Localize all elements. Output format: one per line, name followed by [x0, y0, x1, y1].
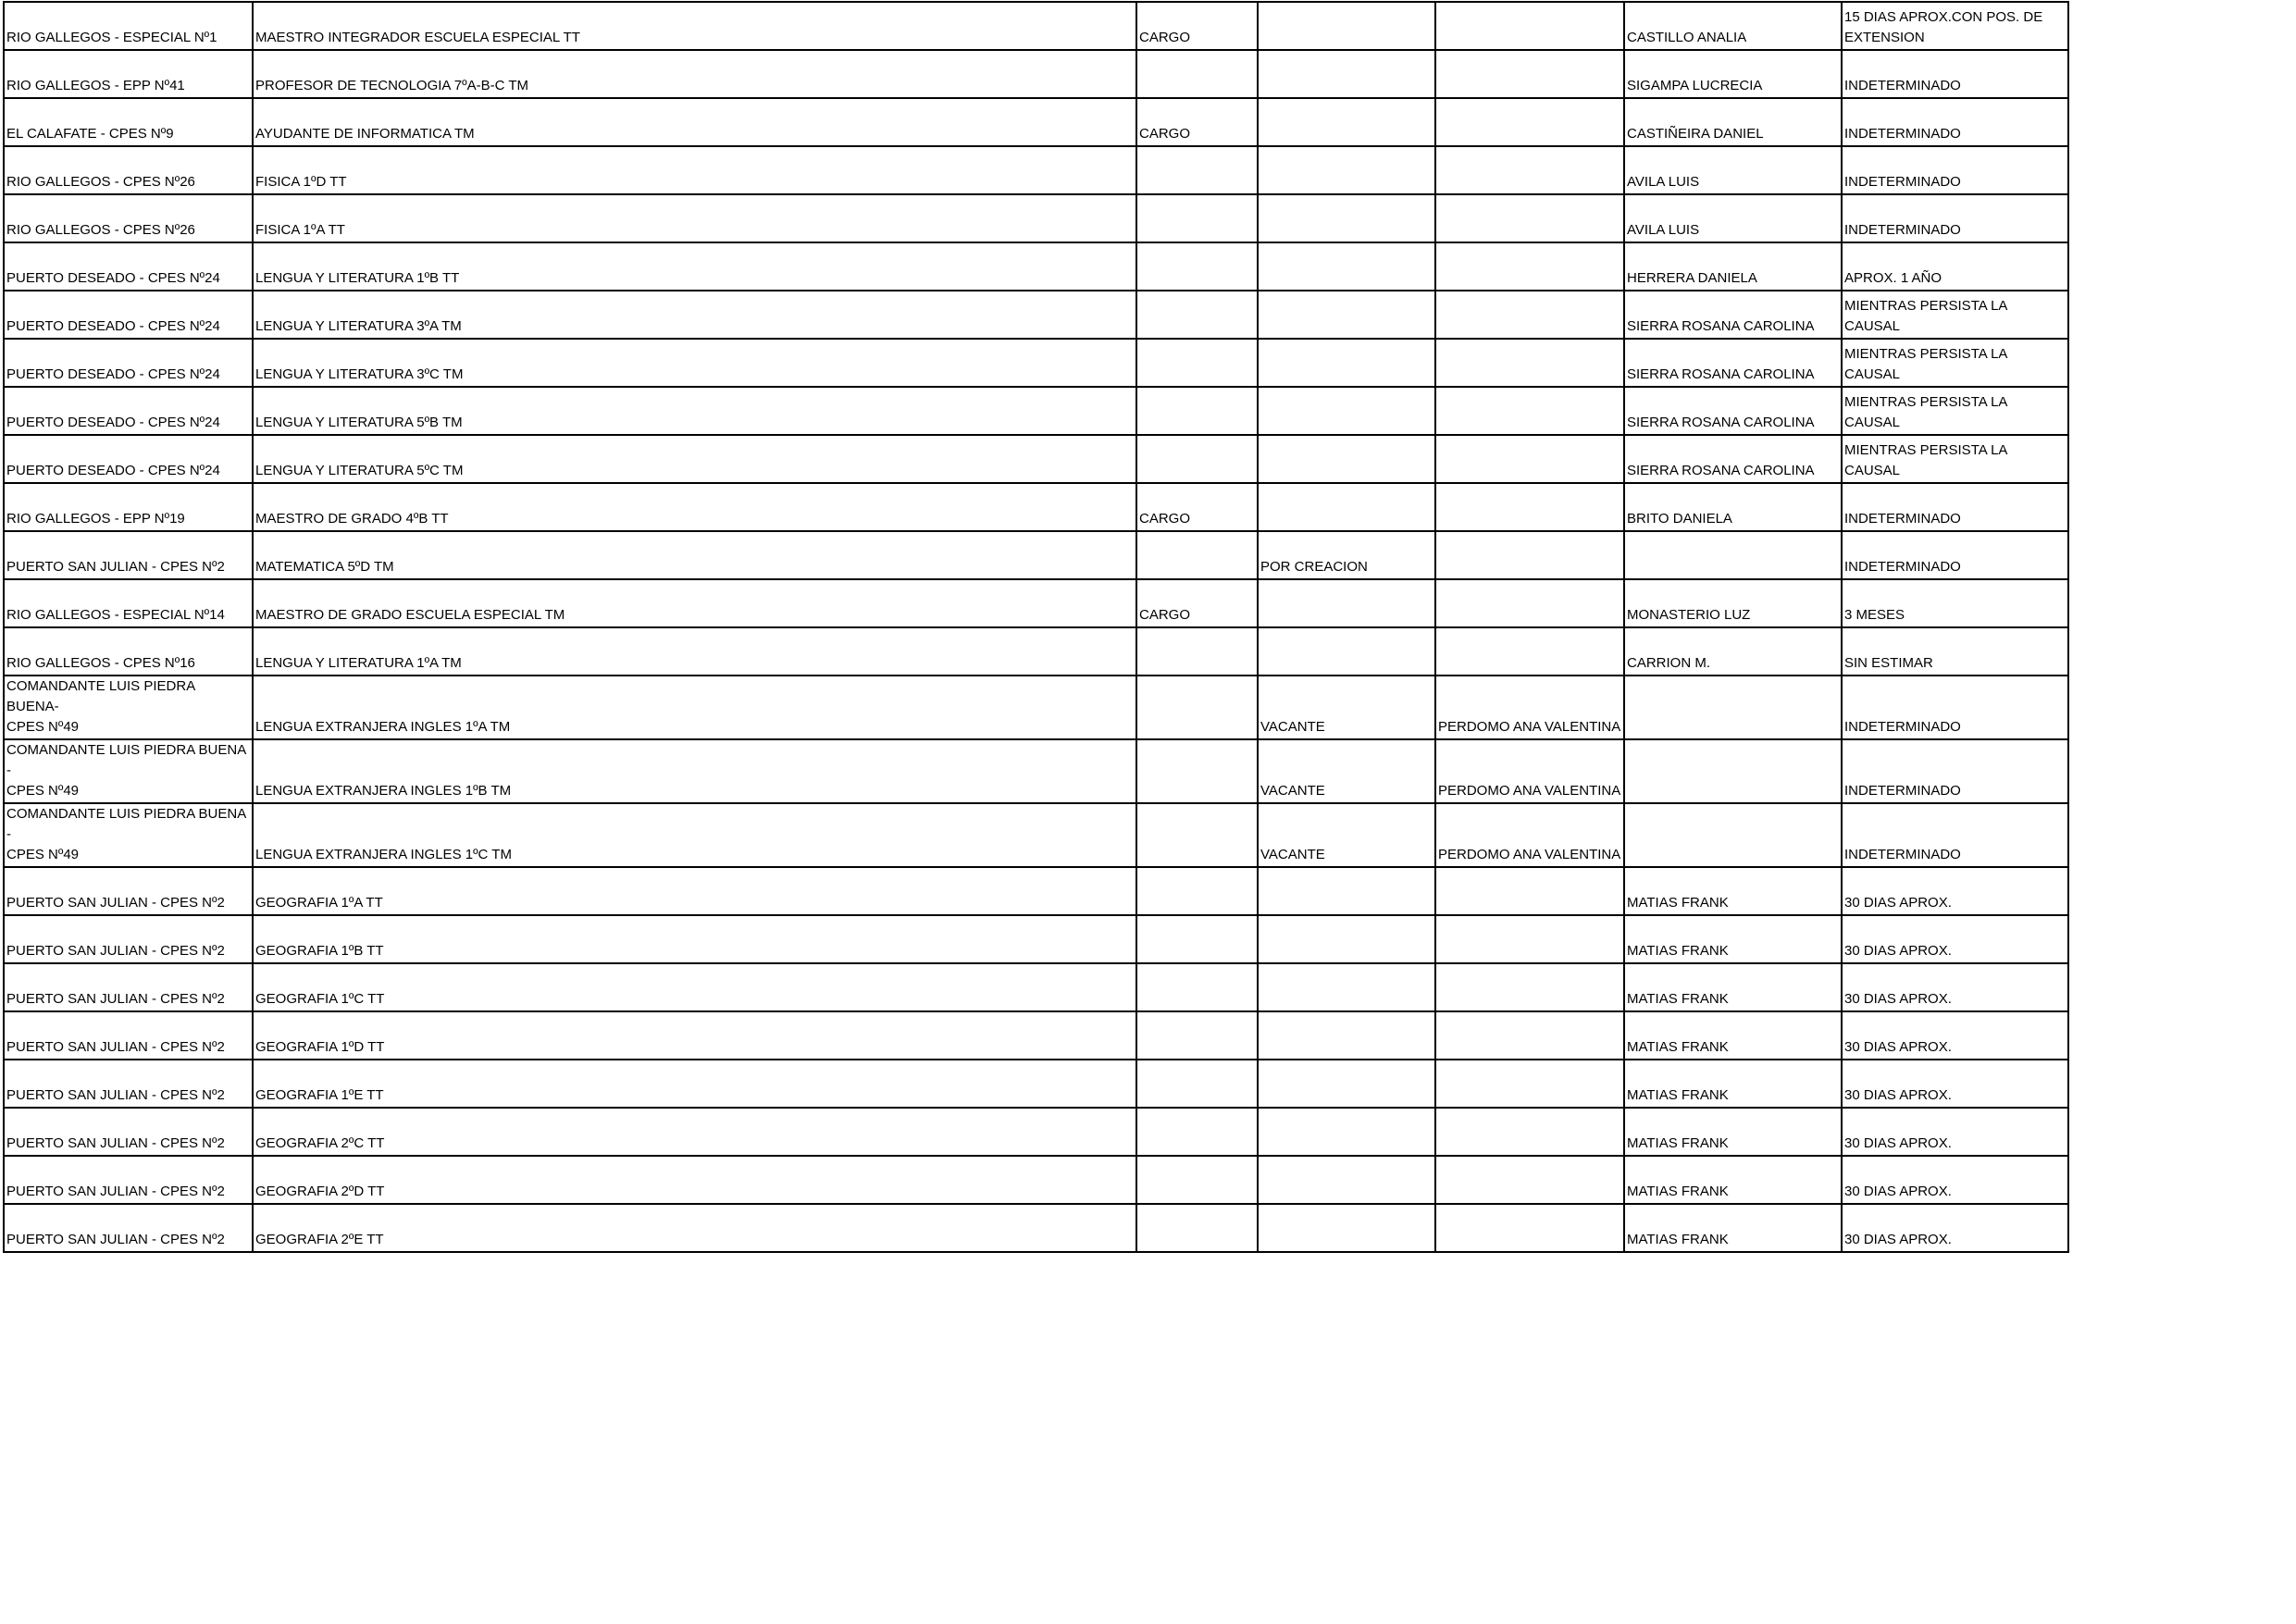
holder-cell: SIERRA ROSANA CAROLINA [1624, 435, 1842, 483]
table-row [4, 531, 2068, 579]
type-cell [1136, 1060, 1258, 1108]
appointee-cell [1435, 579, 1624, 627]
type-cell [1136, 194, 1258, 242]
appointee-cell [1435, 915, 1624, 963]
position-cell: LENGUA Y LITERATURA 3ºC TM [253, 339, 1136, 387]
table-row [4, 676, 2068, 739]
duration-cell: INDETERMINADO [1842, 676, 2068, 739]
location-cell: PUERTO SAN JULIAN - CPES Nº2 [4, 1011, 253, 1060]
holder-cell: SIERRA ROSANA CAROLINA [1624, 387, 1842, 435]
appointee-cell [1435, 194, 1624, 242]
location-cell: RIO GALLEGOS - CPES Nº16 [4, 627, 253, 676]
position-cell: LENGUA Y LITERATURA 5ºC TM [253, 435, 1136, 483]
position-cell: LENGUA Y LITERATURA 1ºB TT [253, 242, 1136, 291]
holder-cell: CASTIÑEIRA DANIEL [1624, 98, 1842, 146]
location-cell: PUERTO SAN JULIAN - CPES Nº2 [4, 915, 253, 963]
type-cell [1136, 242, 1258, 291]
table-row [4, 387, 2068, 435]
duration-cell: 30 DIAS APROX. [1842, 915, 2068, 963]
appointee-cell [1435, 1060, 1624, 1108]
table-body [4, 2, 2068, 1252]
position-cell: LENGUA EXTRANJERA INGLES 1ºA TM [253, 676, 1136, 739]
reason-cell [1258, 435, 1435, 483]
location-cell: COMANDANTE LUIS PIEDRA BUENA - CPES Nº49 [4, 803, 253, 867]
location-cell: PUERTO SAN JULIAN - CPES Nº2 [4, 531, 253, 579]
holder-cell: MATIAS FRANK [1624, 1204, 1842, 1252]
reason-cell [1258, 627, 1435, 676]
location-cell: PUERTO DESEADO - CPES Nº24 [4, 435, 253, 483]
location-cell: PUERTO SAN JULIAN - CPES Nº2 [4, 963, 253, 1011]
reason-cell [1258, 483, 1435, 531]
position-cell: GEOGRAFIA 2ºD TT [253, 1156, 1136, 1204]
type-cell [1136, 531, 1258, 579]
table-row [4, 146, 2068, 194]
table-row [4, 1204, 2068, 1252]
holder-cell [1624, 531, 1842, 579]
duration-cell: MIENTRAS PERSISTA LA CAUSAL [1842, 387, 2068, 435]
reason-cell [1258, 579, 1435, 627]
duration-cell: INDETERMINADO [1842, 739, 2068, 803]
duration-cell: MIENTRAS PERSISTA LA CAUSAL [1842, 339, 2068, 387]
duration-cell: INDETERMINADO [1842, 98, 2068, 146]
type-cell: CARGO [1136, 98, 1258, 146]
appointee-cell: PERDOMO ANA VALENTINA [1435, 676, 1624, 739]
position-cell: GEOGRAFIA 1ºB TT [253, 915, 1136, 963]
location-cell: RIO GALLEGOS - ESPECIAL Nº1 [4, 2, 253, 50]
duration-cell: INDETERMINADO [1842, 50, 2068, 98]
reason-cell [1258, 2, 1435, 50]
reason-cell [1258, 867, 1435, 915]
duration-cell: 30 DIAS APROX. [1842, 867, 2068, 915]
reason-cell [1258, 1204, 1435, 1252]
location-cell: RIO GALLEGOS - EPP Nº19 [4, 483, 253, 531]
reason-cell [1258, 1156, 1435, 1204]
appointee-cell: PERDOMO ANA VALENTINA [1435, 739, 1624, 803]
location-cell: PUERTO DESEADO - CPES Nº24 [4, 339, 253, 387]
duration-cell: 30 DIAS APROX. [1842, 1108, 2068, 1156]
duration-cell: INDETERMINADO [1842, 531, 2068, 579]
position-cell: LENGUA EXTRANJERA INGLES 1ºB TM [253, 739, 1136, 803]
duration-cell: 30 DIAS APROX. [1842, 1011, 2068, 1060]
duration-cell: INDETERMINADO [1842, 483, 2068, 531]
appointee-cell [1435, 1011, 1624, 1060]
reason-cell [1258, 98, 1435, 146]
type-cell [1136, 146, 1258, 194]
reason-cell [1258, 194, 1435, 242]
table-row [4, 627, 2068, 676]
reason-cell [1258, 963, 1435, 1011]
table-row [4, 98, 2068, 146]
table-row [4, 435, 2068, 483]
duration-cell: INDETERMINADO [1842, 194, 2068, 242]
location-cell: EL CALAFATE - CPES Nº9 [4, 98, 253, 146]
type-cell [1136, 1156, 1258, 1204]
type-cell: CARGO [1136, 483, 1258, 531]
type-cell [1136, 387, 1258, 435]
table-row [4, 963, 2068, 1011]
reason-cell [1258, 387, 1435, 435]
type-cell [1136, 1011, 1258, 1060]
type-cell [1136, 339, 1258, 387]
table-row [4, 915, 2068, 963]
table-row [4, 1156, 2068, 1204]
location-cell: PUERTO SAN JULIAN - CPES Nº2 [4, 867, 253, 915]
location-cell: PUERTO SAN JULIAN - CPES Nº2 [4, 1204, 253, 1252]
position-cell: FISICA 1ºD TT [253, 146, 1136, 194]
type-cell [1136, 803, 1258, 867]
table-row [4, 579, 2068, 627]
duration-cell: MIENTRAS PERSISTA LA CAUSAL [1842, 435, 2068, 483]
position-cell: AYUDANTE DE INFORMATICA TM [253, 98, 1136, 146]
type-cell [1136, 291, 1258, 339]
holder-cell: SIGAMPA LUCRECIA [1624, 50, 1842, 98]
duration-cell: INDETERMINADO [1842, 146, 2068, 194]
holder-cell [1624, 676, 1842, 739]
table-row [4, 1060, 2068, 1108]
holder-cell: CASTILLO ANALIA [1624, 2, 1842, 50]
holder-cell: MATIAS FRANK [1624, 915, 1842, 963]
table-row [4, 1011, 2068, 1060]
holder-cell: MATIAS FRANK [1624, 867, 1842, 915]
reason-cell: VACANTE [1258, 739, 1435, 803]
holder-cell: MATIAS FRANK [1624, 1108, 1842, 1156]
table-row [4, 739, 2068, 803]
appointee-cell [1435, 1156, 1624, 1204]
position-cell: FISICA 1ºA TT [253, 194, 1136, 242]
position-cell: MAESTRO DE GRADO ESCUELA ESPECIAL TM [253, 579, 1136, 627]
appointee-cell [1435, 339, 1624, 387]
position-cell: LENGUA Y LITERATURA 1ºA TM [253, 627, 1136, 676]
type-cell [1136, 627, 1258, 676]
holder-cell: HERRERA DANIELA [1624, 242, 1842, 291]
appointee-cell [1435, 50, 1624, 98]
appointee-cell [1435, 1204, 1624, 1252]
type-cell [1136, 1108, 1258, 1156]
duration-cell: 3 MESES [1842, 579, 2068, 627]
position-cell: GEOGRAFIA 1ºA TT [253, 867, 1136, 915]
appointee-cell [1435, 435, 1624, 483]
appointee-cell [1435, 963, 1624, 1011]
duration-cell: SIN ESTIMAR [1842, 627, 2068, 676]
holder-cell [1624, 739, 1842, 803]
position-cell: LENGUA EXTRANJERA INGLES 1ºC TM [253, 803, 1136, 867]
location-cell: PUERTO DESEADO - CPES Nº24 [4, 387, 253, 435]
holder-cell: MATIAS FRANK [1624, 1011, 1842, 1060]
reason-cell: VACANTE [1258, 676, 1435, 739]
reason-cell [1258, 1060, 1435, 1108]
reason-cell: POR CREACION [1258, 531, 1435, 579]
location-cell: RIO GALLEGOS - ESPECIAL Nº14 [4, 579, 253, 627]
holder-cell: MONASTERIO LUZ [1624, 579, 1842, 627]
position-cell: MAESTRO DE GRADO 4ºB TT [253, 483, 1136, 531]
position-cell: PROFESOR DE TECNOLOGIA 7ºA-B-C TM [253, 50, 1136, 98]
type-cell [1136, 963, 1258, 1011]
duration-cell: 30 DIAS APROX. [1842, 963, 2068, 1011]
duration-cell: MIENTRAS PERSISTA LA CAUSAL [1842, 291, 2068, 339]
position-cell: GEOGRAFIA 1ºE TT [253, 1060, 1136, 1108]
appointee-cell [1435, 2, 1624, 50]
appointee-cell: PERDOMO ANA VALENTINA [1435, 803, 1624, 867]
table-row [4, 2, 2068, 50]
table-row [4, 483, 2068, 531]
location-cell: PUERTO DESEADO - CPES Nº24 [4, 242, 253, 291]
appointee-cell [1435, 291, 1624, 339]
reason-cell [1258, 339, 1435, 387]
table-row [4, 339, 2068, 387]
duration-cell: 30 DIAS APROX. [1842, 1060, 2068, 1108]
holder-cell: MATIAS FRANK [1624, 1156, 1842, 1204]
position-cell: MAESTRO INTEGRADOR ESCUELA ESPECIAL TT [253, 2, 1136, 50]
appointee-cell [1435, 98, 1624, 146]
type-cell [1136, 867, 1258, 915]
position-cell: GEOGRAFIA 1ºD TT [253, 1011, 1136, 1060]
position-cell: GEOGRAFIA 2ºC TT [253, 1108, 1136, 1156]
position-cell: MATEMATICA 5ºD TM [253, 531, 1136, 579]
appointee-cell [1435, 531, 1624, 579]
position-cell: GEOGRAFIA 2ºE TT [253, 1204, 1136, 1252]
holder-cell: CARRION M. [1624, 627, 1842, 676]
holder-cell: SIERRA ROSANA CAROLINA [1624, 339, 1842, 387]
holder-cell: SIERRA ROSANA CAROLINA [1624, 291, 1842, 339]
appointee-cell [1435, 867, 1624, 915]
duration-cell: 30 DIAS APROX. [1842, 1156, 2068, 1204]
reason-cell [1258, 915, 1435, 963]
appointee-cell [1435, 627, 1624, 676]
type-cell [1136, 1204, 1258, 1252]
table-row [4, 1108, 2068, 1156]
appointee-cell [1435, 242, 1624, 291]
type-cell [1136, 676, 1258, 739]
duration-cell: 30 DIAS APROX. [1842, 1204, 2068, 1252]
table-row [4, 291, 2068, 339]
table-row [4, 50, 2068, 98]
duration-cell: APROX. 1 AÑO [1842, 242, 2068, 291]
reason-cell [1258, 291, 1435, 339]
type-cell [1136, 435, 1258, 483]
holder-cell: AVILA LUIS [1624, 194, 1842, 242]
appointee-cell [1435, 387, 1624, 435]
reason-cell [1258, 50, 1435, 98]
table-row [4, 242, 2068, 291]
holder-cell: BRITO DANIELA [1624, 483, 1842, 531]
type-cell: CARGO [1136, 579, 1258, 627]
table-row [4, 867, 2068, 915]
appointee-cell [1435, 146, 1624, 194]
type-cell [1136, 739, 1258, 803]
reason-cell [1258, 1011, 1435, 1060]
location-cell: PUERTO SAN JULIAN - CPES Nº2 [4, 1060, 253, 1108]
table-row [4, 803, 2068, 867]
reason-cell [1258, 146, 1435, 194]
location-cell: RIO GALLEGOS - EPP Nº41 [4, 50, 253, 98]
location-cell: PUERTO SAN JULIAN - CPES Nº2 [4, 1156, 253, 1204]
table-row [4, 194, 2068, 242]
location-cell: COMANDANTE LUIS PIEDRA BUENA - CPES Nº49 [4, 739, 253, 803]
location-cell: RIO GALLEGOS - CPES Nº26 [4, 194, 253, 242]
holder-cell: AVILA LUIS [1624, 146, 1842, 194]
reason-cell [1258, 242, 1435, 291]
location-cell: PUERTO SAN JULIAN - CPES Nº2 [4, 1108, 253, 1156]
position-cell: GEOGRAFIA 1ºC TT [253, 963, 1136, 1011]
type-cell [1136, 915, 1258, 963]
type-cell [1136, 50, 1258, 98]
reason-cell: VACANTE [1258, 803, 1435, 867]
appointee-cell [1435, 1108, 1624, 1156]
holder-cell [1624, 803, 1842, 867]
holder-cell: MATIAS FRANK [1624, 1060, 1842, 1108]
duration-cell: 15 DIAS APROX.CON POS. DE EXTENSION [1842, 2, 2068, 50]
appointee-cell [1435, 483, 1624, 531]
location-cell: RIO GALLEGOS - CPES Nº26 [4, 146, 253, 194]
position-cell: LENGUA Y LITERATURA 3ºA TM [253, 291, 1136, 339]
duration-cell: INDETERMINADO [1842, 803, 2068, 867]
vacancy-table [3, 1, 2069, 1253]
position-cell: LENGUA Y LITERATURA 5ºB TM [253, 387, 1136, 435]
holder-cell: MATIAS FRANK [1624, 963, 1842, 1011]
type-cell: CARGO [1136, 2, 1258, 50]
reason-cell [1258, 1108, 1435, 1156]
location-cell: COMANDANTE LUIS PIEDRA BUENA- CPES Nº49 [4, 676, 253, 739]
location-cell: PUERTO DESEADO - CPES Nº24 [4, 291, 253, 339]
